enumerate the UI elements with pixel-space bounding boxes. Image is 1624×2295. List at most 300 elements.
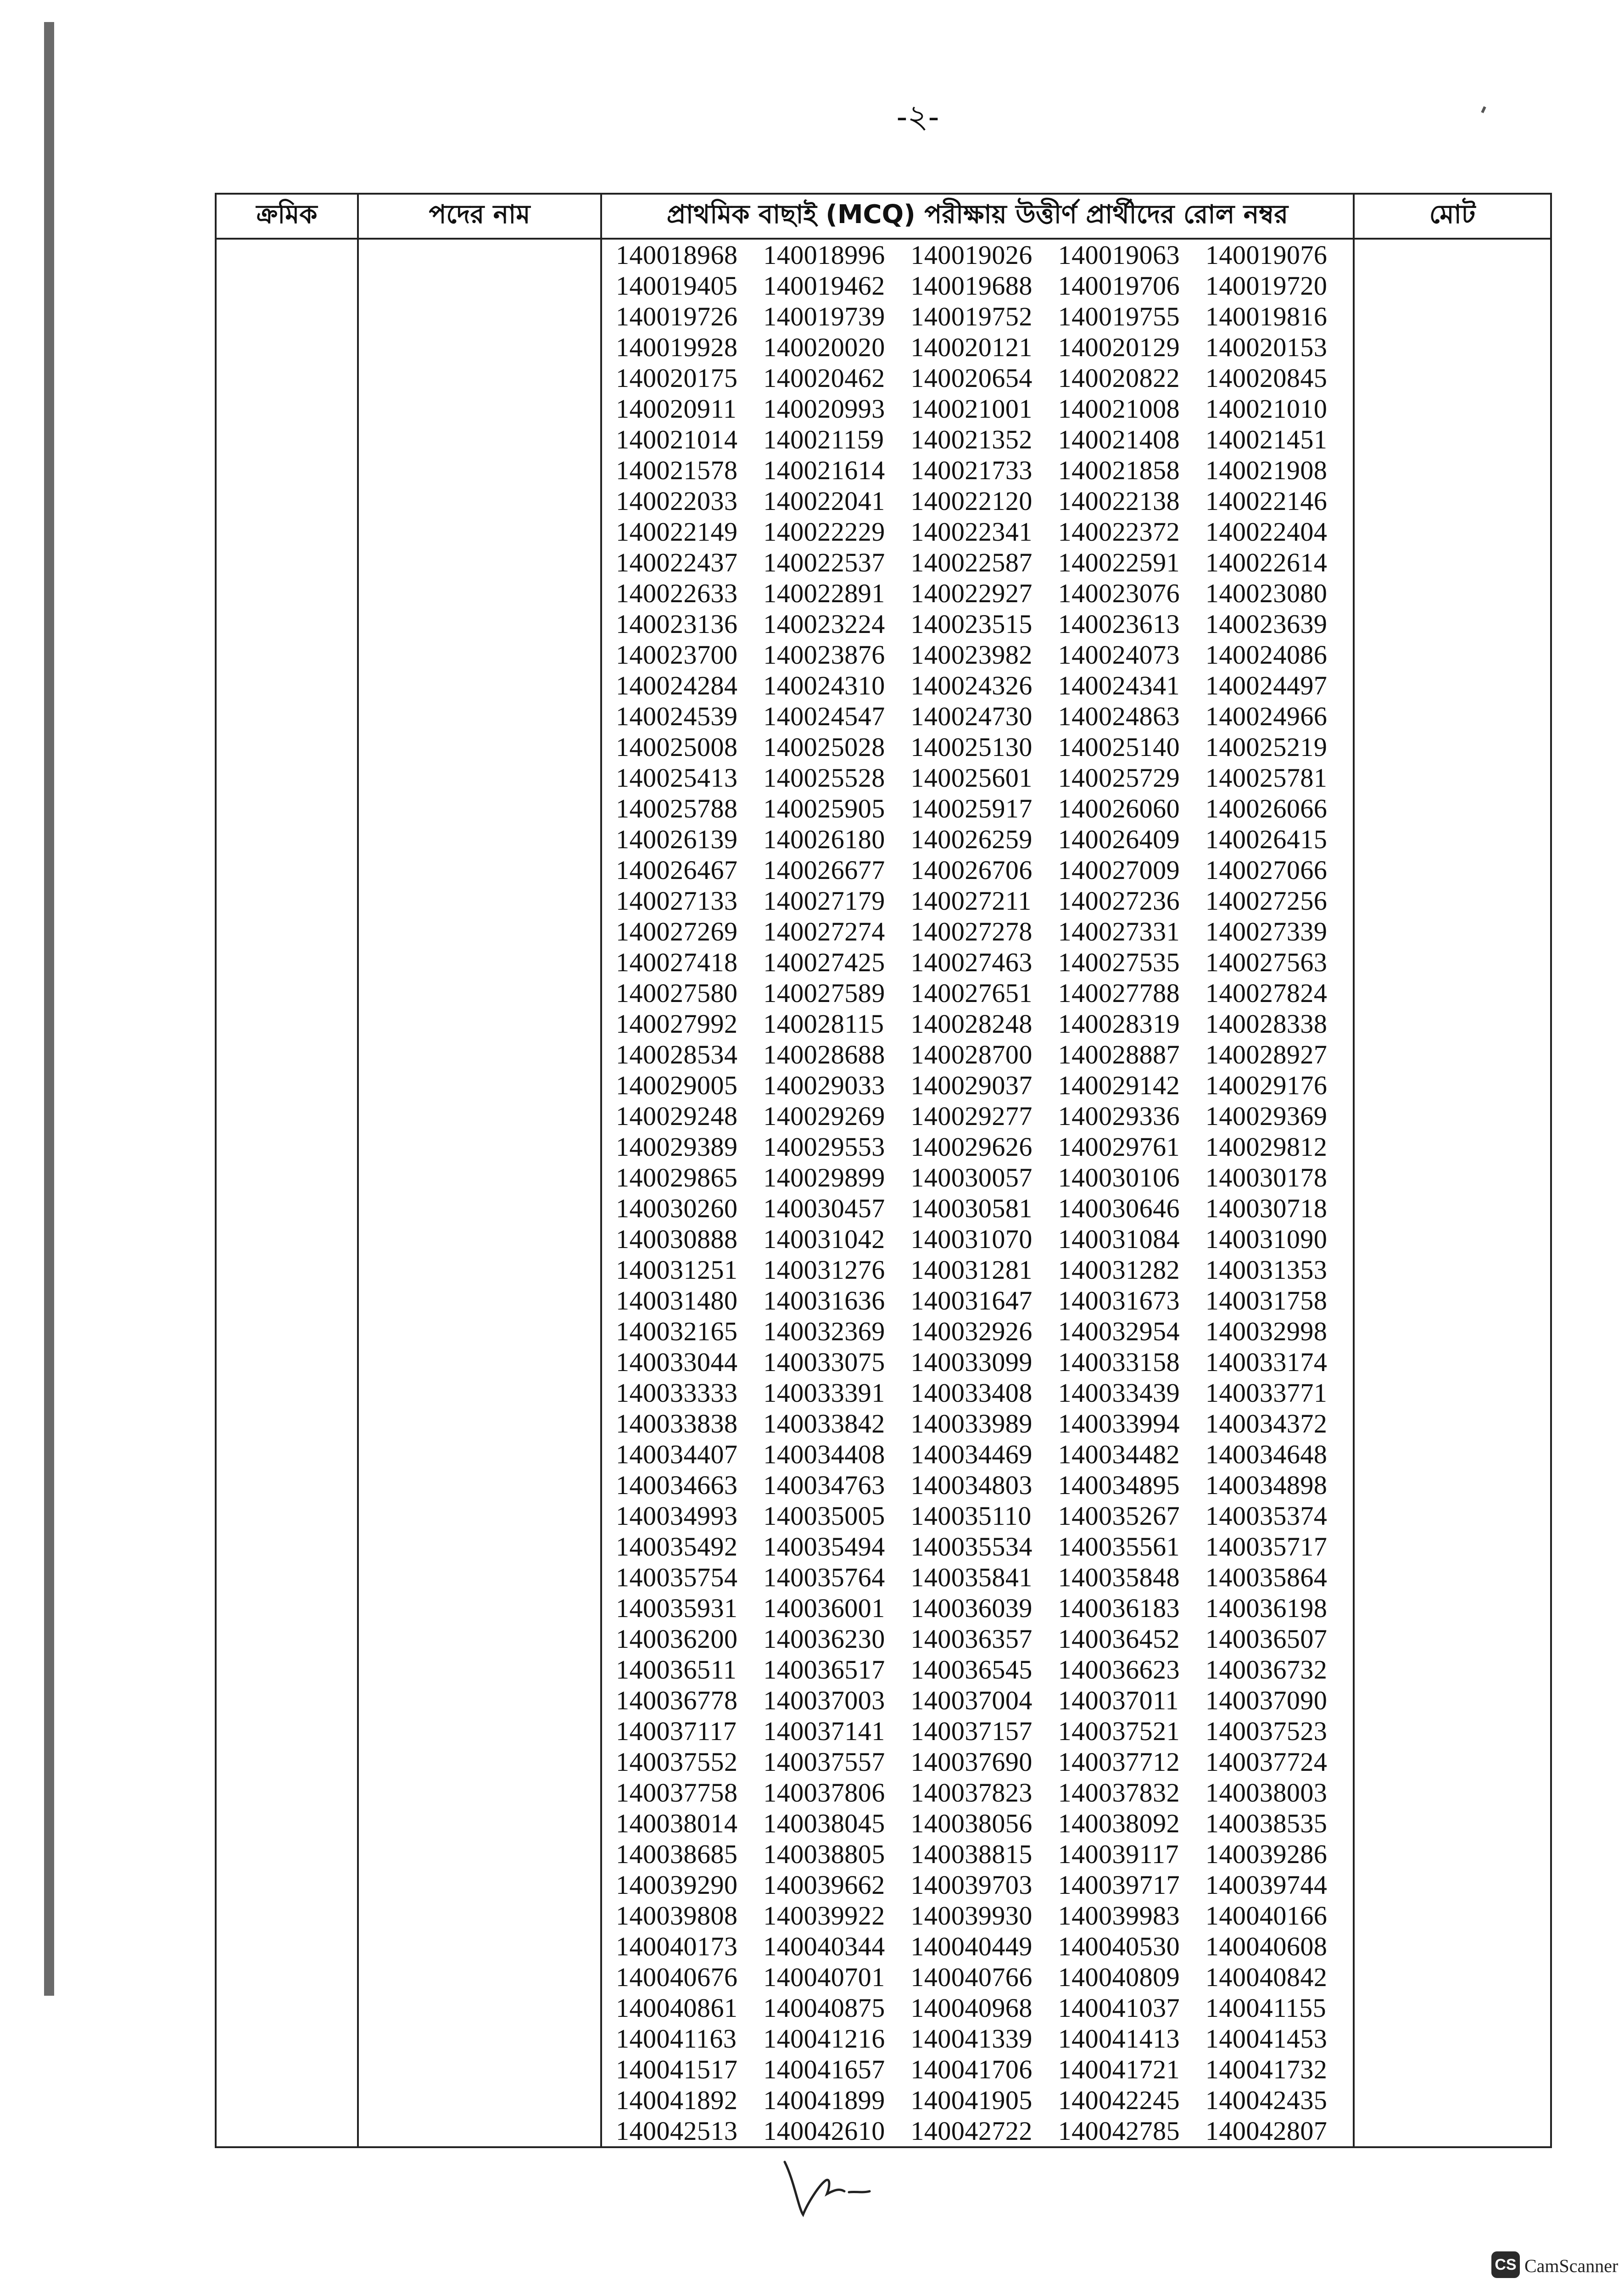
roll-number: 140033989 <box>910 1409 1032 1439</box>
roll-number: 140019462 <box>763 271 885 301</box>
roll-number: 140026259 <box>910 824 1032 854</box>
roll-number: 140041163 <box>616 2024 737 2054</box>
roll-number: 140027274 <box>763 917 885 946</box>
roll-number: 140036357 <box>910 1624 1032 1654</box>
roll-number: 140036732 <box>1205 1655 1328 1685</box>
roll-number: 140023700 <box>616 640 738 670</box>
roll-number-row <box>616 639 1353 670</box>
roll-number: 140037823 <box>910 1778 1032 1808</box>
roll-number: 140029248 <box>616 1101 738 1131</box>
roll-number-row <box>616 1839 1353 1870</box>
roll-number: 140034482 <box>1058 1439 1180 1469</box>
roll-number: 140019720 <box>1205 271 1328 301</box>
roll-number: 140027211 <box>910 886 1032 916</box>
roll-number: 140026677 <box>763 855 885 885</box>
roll-number: 140033838 <box>616 1409 738 1439</box>
roll-number: 140039117 <box>1058 1839 1179 1869</box>
header-roll-numbers: প্রাথমিক বাছাই (MCQ) পরীক্ষায় উত্তীর্ণ প্রার্থীদের রোল নম্বর <box>601 194 1354 239</box>
roll-number: 140019063 <box>1058 240 1180 270</box>
roll-number: 140040766 <box>910 1962 1032 1992</box>
roll-number-row <box>616 1408 1353 1439</box>
roll-number: 140037117 <box>616 1716 737 1746</box>
roll-number: 140029277 <box>910 1101 1032 1131</box>
roll-number-row <box>616 393 1353 424</box>
roll-number: 140042610 <box>763 2116 885 2146</box>
roll-number: 140037832 <box>1058 1778 1180 1808</box>
roll-number-row <box>616 486 1353 516</box>
roll-number: 140039662 <box>763 1870 885 1900</box>
roll-number: 140030646 <box>1058 1193 1180 1223</box>
roll-number: 140035267 <box>1058 1501 1180 1531</box>
roll-number: 140041037 <box>1058 1993 1180 2023</box>
roll-number: 140034763 <box>763 1470 885 1500</box>
roll-number: 140021408 <box>1058 425 1180 454</box>
roll-number: 140022437 <box>616 548 738 577</box>
roll-number: 140042807 <box>1205 2116 1328 2146</box>
roll-number: 140042435 <box>1205 2085 1328 2115</box>
roll-number: 140028534 <box>616 1040 738 1069</box>
roll-number: 140021908 <box>1205 455 1328 485</box>
roll-number: 140037690 <box>910 1747 1032 1777</box>
roll-number: 140036200 <box>616 1624 738 1654</box>
roll-number: 140028248 <box>910 1009 1032 1039</box>
roll-number: 140033174 <box>1205 1347 1328 1377</box>
signature-icon <box>776 2153 895 2222</box>
roll-number: 140020462 <box>763 363 885 393</box>
roll-number: 140033391 <box>763 1378 885 1408</box>
roll-number: 140020121 <box>910 332 1032 362</box>
roll-number: 140028319 <box>1058 1009 1180 1039</box>
header-post-name: পদের নাম <box>358 194 601 239</box>
roll-number: 140040875 <box>763 1993 885 2023</box>
roll-number-row <box>616 516 1353 547</box>
roll-number: 140041721 <box>1058 2054 1180 2084</box>
roll-number: 140026415 <box>1205 824 1328 854</box>
roll-number: 140028688 <box>763 1040 885 1069</box>
roll-number: 140037521 <box>1058 1716 1180 1746</box>
roll-number-table-container <box>215 193 1550 2148</box>
roll-number: 140038815 <box>910 1839 1032 1869</box>
roll-number: 140020020 <box>763 332 885 362</box>
roll-number: 140042245 <box>1058 2085 1180 2115</box>
roll-number: 140032165 <box>616 1316 738 1346</box>
roll-number-row <box>616 824 1353 855</box>
roll-number: 140023876 <box>763 640 885 670</box>
roll-number: 140019405 <box>616 271 738 301</box>
roll-number: 140021614 <box>763 455 885 485</box>
roll-number: 140019026 <box>910 240 1032 270</box>
roll-number: 140040842 <box>1205 1962 1328 1992</box>
roll-number-row <box>616 609 1353 639</box>
roll-number-row <box>616 2085 1353 2116</box>
roll-number-row <box>616 855 1353 885</box>
roll-number: 140029761 <box>1058 1132 1180 1162</box>
roll-number: 140025729 <box>1058 763 1180 793</box>
camscanner-watermark-text: CamScanner <box>1524 2256 1618 2276</box>
roll-number: 140039983 <box>1058 1901 1180 1931</box>
roll-number: 140024497 <box>1205 671 1328 700</box>
roll-number: 140030057 <box>910 1163 1032 1192</box>
roll-number: 140031282 <box>1058 1255 1180 1285</box>
roll-number-row <box>616 1162 1353 1193</box>
roll-number: 140039930 <box>910 1901 1032 1931</box>
roll-number-row <box>616 1993 1353 2023</box>
roll-number: 140023515 <box>910 609 1032 639</box>
roll-number-row <box>616 701 1353 732</box>
roll-number: 140019739 <box>763 302 885 331</box>
roll-number: 140021451 <box>1205 425 1328 454</box>
roll-number: 140031758 <box>1205 1286 1328 1315</box>
roll-number: 140037090 <box>1205 1685 1328 1715</box>
roll-number: 140036517 <box>763 1655 885 1685</box>
roll-number: 140031084 <box>1058 1224 1180 1254</box>
roll-number: 140032926 <box>910 1316 1032 1346</box>
roll-number: 140020822 <box>1058 363 1180 393</box>
roll-number: 140034372 <box>1205 1409 1328 1439</box>
roll-number: 140038685 <box>616 1839 738 1869</box>
roll-number: 140029005 <box>616 1070 738 1100</box>
roll-number: 140034803 <box>910 1470 1032 1500</box>
roll-number: 140030106 <box>1058 1163 1180 1192</box>
roll-number: 140020845 <box>1205 363 1328 393</box>
roll-number: 140033771 <box>1205 1378 1328 1408</box>
roll-number-row <box>616 1870 1353 1900</box>
roll-number: 140029553 <box>763 1132 885 1162</box>
roll-number: 140034408 <box>763 1439 885 1469</box>
roll-number: 140029626 <box>910 1132 1032 1162</box>
roll-number: 140029369 <box>1205 1101 1328 1131</box>
roll-number: 140027563 <box>1205 947 1328 977</box>
roll-number: 140027009 <box>1058 855 1180 885</box>
roll-number-row <box>616 793 1353 824</box>
roll-number-row <box>616 424 1353 455</box>
roll-number: 140021858 <box>1058 455 1180 485</box>
roll-number-row <box>616 270 1353 301</box>
roll-number: 140040344 <box>763 1931 885 1961</box>
roll-number: 140031070 <box>910 1224 1032 1254</box>
roll-number: 140024547 <box>763 701 885 731</box>
roll-number-row <box>616 1131 1353 1162</box>
roll-number: 140019928 <box>616 332 738 362</box>
roll-number: 140041339 <box>910 2024 1032 2054</box>
roll-number-row <box>616 1316 1353 1347</box>
roll-number-row <box>616 455 1353 486</box>
roll-number: 140032369 <box>763 1316 885 1346</box>
roll-number: 140019755 <box>1058 302 1180 331</box>
roll-number: 140036230 <box>763 1624 885 1654</box>
roll-number-row <box>616 1962 1353 1993</box>
roll-number: 140035534 <box>910 1532 1032 1562</box>
roll-number: 140032954 <box>1058 1316 1180 1346</box>
roll-number: 140033158 <box>1058 1347 1180 1377</box>
roll-number: 140027463 <box>910 947 1032 977</box>
roll-number: 140021014 <box>616 425 738 454</box>
roll-number: 140019688 <box>910 271 1032 301</box>
roll-number: 140020993 <box>763 394 885 424</box>
roll-number: 140037758 <box>616 1778 738 1808</box>
roll-number: 140022633 <box>616 578 738 608</box>
roll-number: 140040530 <box>1058 1931 1180 1961</box>
roll-number: 140037712 <box>1058 1747 1180 1777</box>
roll-number: 140041517 <box>616 2054 738 2084</box>
roll-number: 140020175 <box>616 363 738 393</box>
roll-number: 140039717 <box>1058 1870 1180 1900</box>
roll-number: 140027425 <box>763 947 885 977</box>
roll-number: 140037141 <box>763 1716 885 1746</box>
roll-number: 140025130 <box>910 732 1032 762</box>
roll-number: 140027339 <box>1205 917 1328 946</box>
roll-number: 140027992 <box>616 1009 738 1039</box>
roll-number-row <box>616 301 1353 332</box>
roll-number: 140035754 <box>616 1562 738 1592</box>
roll-number: 140038045 <box>763 1808 885 1838</box>
roll-number-row <box>616 1254 1353 1285</box>
roll-number: 140037004 <box>910 1685 1032 1715</box>
roll-number: 140019726 <box>616 302 738 331</box>
roll-number: 140034993 <box>616 1501 738 1531</box>
roll-number-row <box>616 916 1353 947</box>
roll-number: 140027278 <box>910 917 1032 946</box>
roll-number: 140021733 <box>910 455 1032 485</box>
roll-number: 140037724 <box>1205 1747 1328 1777</box>
roll-number: 140024326 <box>910 671 1032 700</box>
roll-number-row <box>616 1285 1353 1316</box>
roll-number: 140041905 <box>910 2085 1032 2115</box>
roll-number: 140042513 <box>616 2116 738 2146</box>
roll-number: 140022146 <box>1205 486 1328 516</box>
roll-number: 140031353 <box>1205 1255 1328 1285</box>
roll-number: 140041413 <box>1058 2024 1180 2054</box>
roll-number-row <box>616 1746 1353 1777</box>
roll-number: 140021159 <box>763 425 884 454</box>
roll-number-row <box>616 332 1353 363</box>
roll-number: 140022591 <box>1058 548 1180 577</box>
roll-number: 140030457 <box>763 1193 885 1223</box>
roll-number: 140040166 <box>1205 1901 1328 1931</box>
roll-number: 140028700 <box>910 1040 1032 1069</box>
roll-number: 140041155 <box>1205 1993 1327 2023</box>
roll-number: 140036778 <box>616 1685 738 1715</box>
roll-number-row <box>616 885 1353 916</box>
roll-number: 140027331 <box>1058 917 1180 946</box>
stray-ink-mark <box>1481 106 1486 113</box>
roll-number: 140033408 <box>910 1378 1032 1408</box>
roll-number: 140036183 <box>1058 1593 1180 1623</box>
roll-number: 140036545 <box>910 1655 1032 1685</box>
post-name-cell <box>358 239 601 2147</box>
roll-number: 140026139 <box>616 824 738 854</box>
roll-number: 140040701 <box>763 1962 885 1992</box>
roll-number: 140028927 <box>1205 1040 1328 1069</box>
roll-number: 140040173 <box>616 1931 738 1961</box>
roll-number: 140029899 <box>763 1163 885 1192</box>
roll-number: 140030178 <box>1205 1163 1328 1192</box>
roll-number-row <box>616 1070 1353 1101</box>
roll-number: 140035841 <box>910 1562 1032 1592</box>
roll-number: 140023080 <box>1205 578 1328 608</box>
roll-number: 140022149 <box>616 517 738 547</box>
roll-number: 140023639 <box>1205 609 1328 639</box>
roll-number: 140021008 <box>1058 394 1180 424</box>
roll-number: 140025905 <box>763 794 885 823</box>
roll-number: 140040809 <box>1058 1962 1180 1992</box>
roll-number-row <box>616 2116 1353 2146</box>
roll-number: 140033099 <box>910 1347 1032 1377</box>
roll-number: 140033333 <box>616 1378 738 1408</box>
roll-number: 140026409 <box>1058 824 1180 854</box>
roll-number: 140036623 <box>1058 1655 1180 1685</box>
roll-number: 140018996 <box>763 240 885 270</box>
roll-number: 140035494 <box>763 1532 885 1562</box>
roll-number: 140031042 <box>763 1224 885 1254</box>
roll-number: 140029812 <box>1205 1132 1328 1162</box>
roll-number-row <box>616 978 1353 1008</box>
roll-number: 140036198 <box>1205 1593 1328 1623</box>
roll-number: 140039703 <box>910 1870 1032 1900</box>
roll-number: 140027418 <box>616 947 738 977</box>
roll-number-row <box>616 1377 1353 1408</box>
roll-number: 140027651 <box>910 978 1032 1008</box>
roll-number-row <box>616 762 1353 793</box>
roll-number: 140027066 <box>1205 855 1328 885</box>
roll-number: 140030581 <box>910 1193 1032 1223</box>
roll-number: 140021010 <box>1205 394 1328 424</box>
roll-number: 140026467 <box>616 855 738 885</box>
roll-number-row <box>616 670 1353 701</box>
roll-number: 140040676 <box>616 1962 738 1992</box>
roll-number: 140031276 <box>763 1255 885 1285</box>
roll-number: 140027788 <box>1058 978 1180 1008</box>
roll-number: 140041899 <box>763 2085 885 2115</box>
roll-number: 140022033 <box>616 486 738 516</box>
roll-number: 140022537 <box>763 548 885 577</box>
roll-number: 140025008 <box>616 732 738 762</box>
roll-number: 140042722 <box>910 2116 1032 2146</box>
roll-number: 140029269 <box>763 1101 885 1131</box>
roll-number: 140018968 <box>616 240 738 270</box>
roll-number: 140031090 <box>1205 1224 1328 1254</box>
roll-number: 140029389 <box>616 1132 738 1162</box>
roll-number: 140034895 <box>1058 1470 1180 1500</box>
roll-number-row <box>616 1531 1353 1562</box>
roll-number: 140037003 <box>763 1685 885 1715</box>
roll-number-row <box>616 732 1353 762</box>
roll-number: 140041732 <box>1205 2054 1328 2084</box>
roll-number: 140039286 <box>1205 1839 1328 1869</box>
roll-number: 140029037 <box>910 1070 1032 1100</box>
serial-cell <box>216 239 358 2147</box>
roll-number: 140031251 <box>616 1255 738 1285</box>
roll-number: 140028338 <box>1205 1009 1328 1039</box>
roll-number: 140037552 <box>616 1747 738 1777</box>
roll-number: 140025413 <box>616 763 738 793</box>
roll-number: 140036452 <box>1058 1624 1180 1654</box>
roll-number: 140037557 <box>763 1747 885 1777</box>
roll-number: 140035561 <box>1058 1532 1180 1562</box>
roll-number: 140040861 <box>616 1993 738 2023</box>
roll-number: 140039808 <box>616 1901 738 1931</box>
roll-number: 140028115 <box>763 1009 884 1039</box>
roll-number: 140021001 <box>910 394 1032 424</box>
roll-number: 140036001 <box>763 1593 885 1623</box>
roll-number: 140038092 <box>1058 1808 1180 1838</box>
total-cell <box>1354 239 1551 2147</box>
roll-number: 140031647 <box>910 1286 1032 1315</box>
roll-number: 140034898 <box>1205 1470 1328 1500</box>
roll-number: 140035931 <box>616 1593 738 1623</box>
roll-number-row <box>616 240 1353 270</box>
roll-number-row <box>616 1562 1353 1593</box>
roll-number: 140020153 <box>1205 332 1328 362</box>
roll-number-row <box>616 1039 1353 1070</box>
roll-number: 140034663 <box>616 1470 738 1500</box>
roll-number: 140022614 <box>1205 548 1328 577</box>
roll-number: 140024284 <box>616 671 738 700</box>
roll-number: 140038805 <box>763 1839 885 1869</box>
header-serial: ক্রমিক <box>216 194 358 239</box>
roll-number: 140034469 <box>910 1439 1032 1469</box>
roll-number: 140020129 <box>1058 332 1180 362</box>
roll-number: 140040449 <box>910 1931 1032 1961</box>
roll-number: 140025528 <box>763 763 885 793</box>
roll-number: 140027236 <box>1058 886 1180 916</box>
roll-number-table <box>215 193 1552 2148</box>
roll-number: 140029336 <box>1058 1101 1180 1131</box>
roll-number: 140035005 <box>763 1501 885 1531</box>
roll-number: 140033994 <box>1058 1409 1180 1439</box>
roll-number-row <box>616 578 1353 609</box>
roll-number: 140026180 <box>763 824 885 854</box>
roll-number: 140022927 <box>910 578 1032 608</box>
roll-number: 140027179 <box>763 886 885 916</box>
roll-number-row <box>616 1008 1353 1039</box>
roll-number: 140038003 <box>1205 1778 1328 1808</box>
header-total: মোট <box>1354 194 1551 239</box>
roll-number-row <box>616 947 1353 978</box>
roll-number: 140022138 <box>1058 486 1180 516</box>
roll-number-row <box>616 1777 1353 1808</box>
roll-number: 140030260 <box>616 1193 738 1223</box>
roll-number: 140029033 <box>763 1070 885 1100</box>
roll-number-row <box>616 1439 1353 1470</box>
scan-edge-shadow <box>44 22 54 1996</box>
roll-number-row <box>616 1470 1353 1500</box>
roll-number-row <box>616 1224 1353 1254</box>
roll-number: 140026066 <box>1205 794 1328 823</box>
roll-number: 140029176 <box>1205 1070 1328 1100</box>
roll-number: 140039744 <box>1205 1870 1328 1900</box>
roll-number-row <box>616 1347 1353 1377</box>
roll-number: 140040968 <box>910 1993 1032 2023</box>
roll-number: 140027589 <box>763 978 885 1008</box>
roll-number: 140019816 <box>1205 302 1328 331</box>
roll-number: 140038056 <box>910 1808 1032 1838</box>
roll-number: 140026706 <box>910 855 1032 885</box>
roll-number: 140027535 <box>1058 947 1180 977</box>
roll-number: 140035848 <box>1058 1562 1180 1592</box>
roll-number: 140039922 <box>763 1901 885 1931</box>
table-header-row <box>216 194 1551 239</box>
roll-number: 140019752 <box>910 302 1032 331</box>
page-number: -২- <box>896 98 939 135</box>
table-body-row <box>216 239 1551 2147</box>
roll-number: 140021578 <box>616 455 738 485</box>
roll-number: 140020654 <box>910 363 1032 393</box>
roll-number: 140027824 <box>1205 978 1328 1008</box>
roll-number: 140035374 <box>1205 1501 1328 1531</box>
roll-number: 140041706 <box>910 2054 1032 2084</box>
roll-number-row <box>616 1685 1353 1716</box>
